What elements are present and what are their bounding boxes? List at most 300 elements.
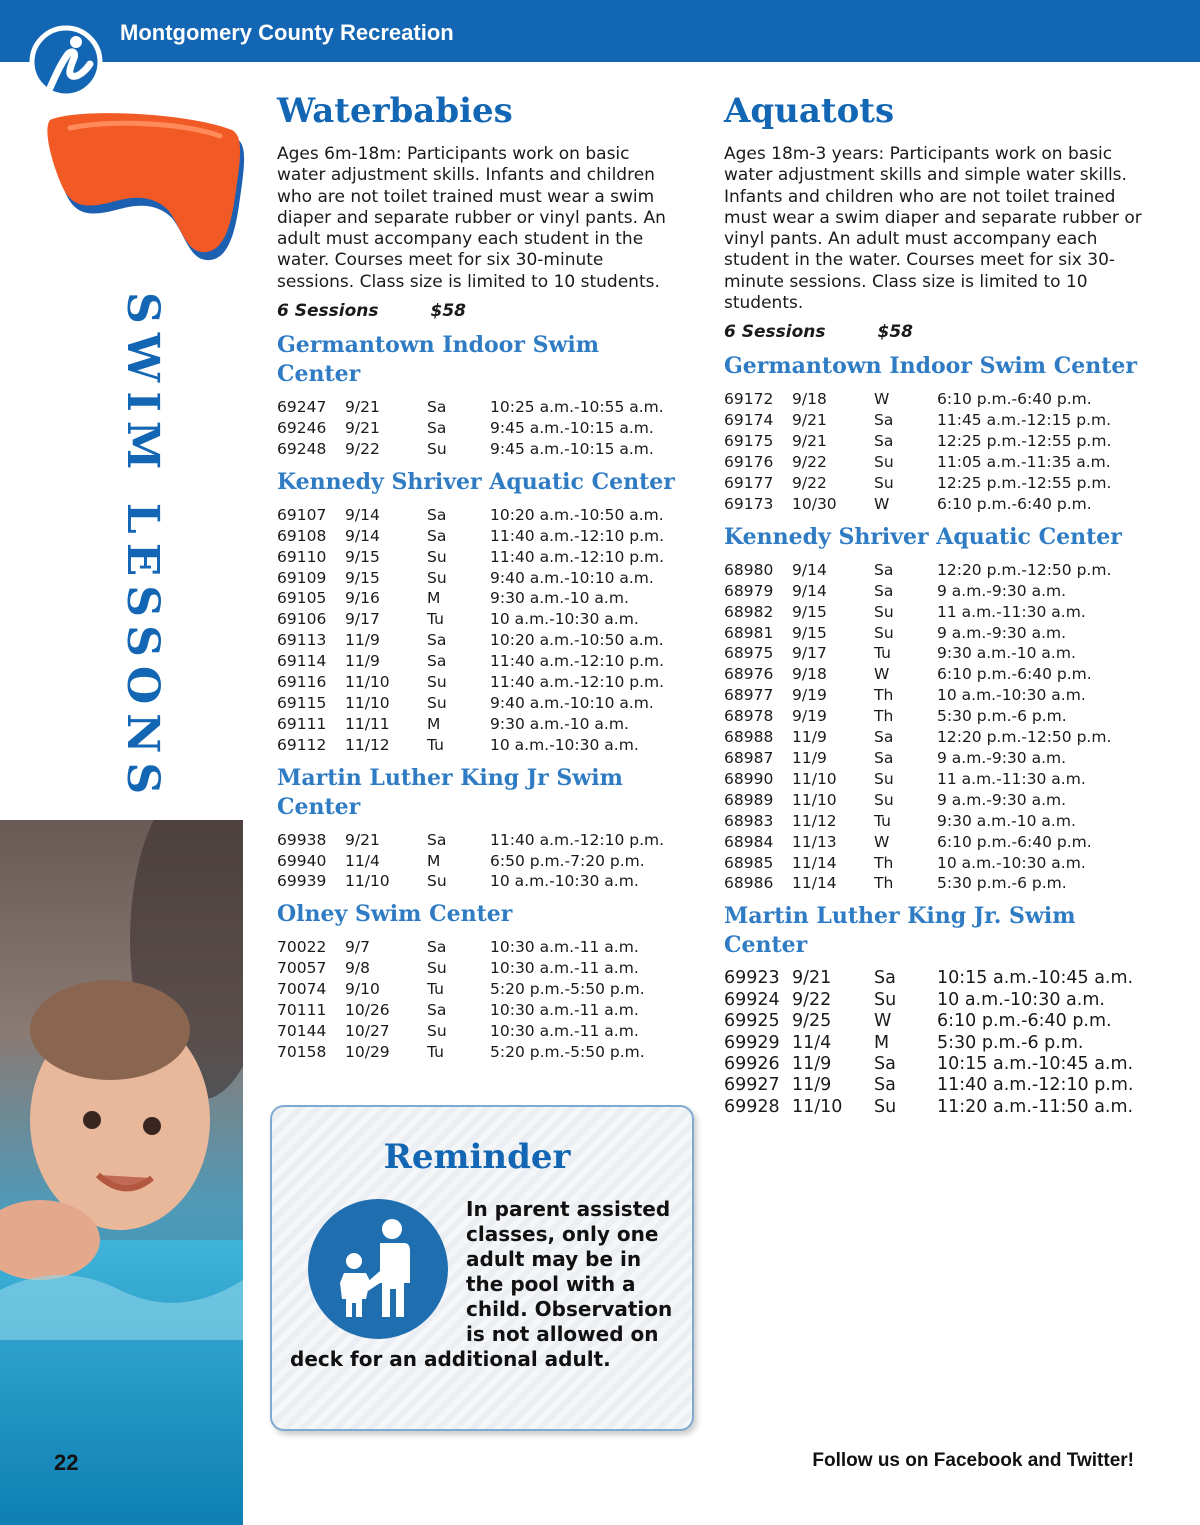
time: 10:30 a.m.-11 a.m. [490, 959, 639, 978]
course-number: 69112 [277, 735, 327, 754]
course-number: 68985 [724, 853, 774, 872]
day: Sa [874, 968, 896, 989]
day: Tu [874, 644, 891, 663]
price-label: $58 [877, 322, 913, 343]
time: 9:30 a.m.-10 a.m. [490, 589, 629, 608]
location-heading: Germantown Indoor Swim Center [277, 332, 600, 388]
start-date: 9/16 [345, 589, 380, 608]
start-date: 11/14 [792, 853, 837, 872]
day: Sa [427, 505, 447, 524]
table-row [724, 873, 1111, 894]
course-number: 69925 [724, 1011, 780, 1032]
time: 5:20 p.m.-5:50 p.m. [490, 1042, 645, 1061]
day: Su [874, 1096, 897, 1117]
aquatots-description: Ages 18m-3 years: Participants work on basic water adjustment skills and simple water skills. Infants and children who are not toilet trained must wear a swim diaper and separate rubber or vinyl pants. An adult must accompany each student in the water. Courses meet for six 30-minute sessions. Class size is limited to 10 students. [724, 144, 1142, 314]
time: 6:10 p.m.-6:40 p.m. [937, 832, 1092, 851]
course-number: 69929 [724, 1032, 780, 1053]
course-number: 68976 [724, 665, 774, 684]
start-date: 9/14 [792, 581, 827, 600]
time: 9 a.m.-9:30 a.m. [937, 581, 1067, 600]
time: 9 a.m.-9:30 a.m. [937, 748, 1067, 767]
day: Tu [427, 610, 444, 629]
start-date: 9/8 [345, 959, 370, 978]
course-number: 69177 [724, 474, 774, 492]
schedule-table [277, 937, 645, 1062]
course-number: 68980 [724, 560, 774, 579]
schedule-table [277, 505, 664, 756]
day: W [874, 832, 890, 851]
schedule-table [277, 830, 664, 893]
time: 9:40 a.m.-10:10 a.m. [490, 568, 654, 587]
table-row [277, 871, 664, 892]
time: 11:40 a.m.-12:10 p.m. [937, 1075, 1134, 1096]
table-row [724, 990, 1133, 1011]
day: Tu [427, 735, 444, 754]
table-row [724, 727, 1111, 748]
waterbabies-section [277, 90, 682, 1063]
course-number: 68990 [724, 769, 774, 788]
day: Su [874, 790, 894, 809]
time: 9:30 a.m.-10 a.m. [937, 811, 1076, 830]
start-date: 9/17 [792, 644, 827, 663]
table-row [277, 588, 664, 609]
table-row [277, 609, 664, 630]
org-name: Montgomery County Recreation [120, 20, 454, 45]
course-number: 69938 [277, 830, 327, 849]
time: 10 a.m.-10:30 a.m. [490, 735, 639, 754]
table-row [724, 664, 1111, 685]
start-date: 10/27 [345, 1022, 390, 1041]
start-date: 9/21 [345, 418, 380, 437]
table-row [277, 958, 645, 979]
course-number: 69175 [724, 432, 774, 451]
time: 10 a.m.-10:30 a.m. [490, 872, 639, 891]
day: Tu [427, 1042, 444, 1061]
day: M [427, 589, 441, 608]
aquatots-price-line [724, 320, 1144, 344]
waterbabies-description: Ages 6m-18m: Participants work on basic water adjustment skills. Infants and children who are not toilet trained must wear a swim diaper and separate rubber or vinyl pants. An adult must accompany each student in the water. Courses meet for six 30-minute sessions. Class size is limited to 10 students. [277, 144, 666, 292]
table-row [277, 672, 664, 693]
day: Sa [874, 748, 894, 767]
course-number: 70158 [277, 1042, 327, 1061]
time: 11:40 a.m.-12:10 p.m. [490, 652, 665, 671]
table-row [277, 1000, 645, 1021]
table-row [724, 706, 1111, 727]
course-number: 69246 [277, 418, 327, 437]
table-row [277, 651, 664, 672]
start-date: 9/18 [792, 665, 827, 684]
table-row [277, 547, 664, 568]
time: 11 a.m.-11:30 a.m. [937, 769, 1086, 788]
table-row [277, 735, 664, 756]
course-number: 69111 [277, 714, 327, 733]
day: Su [874, 769, 894, 788]
recreation-logo-icon [28, 18, 104, 100]
start-date: 9/22 [792, 989, 832, 1010]
table-row [277, 439, 664, 460]
start-date: 11/9 [345, 631, 380, 650]
start-date: 9/14 [792, 560, 827, 579]
schedule-table [724, 560, 1111, 895]
day: Th [874, 853, 894, 872]
day: Th [874, 686, 894, 705]
course-number: 69109 [277, 568, 327, 587]
time: 5:30 p.m.-6 p.m. [937, 707, 1067, 726]
start-date: 10/26 [345, 1001, 390, 1020]
day: Sa [427, 652, 447, 671]
time: 5:20 p.m.-5:50 p.m. [490, 980, 645, 999]
start-date: 11/14 [792, 874, 837, 893]
start-date: 11/10 [792, 769, 837, 788]
start-date: 10/29 [345, 1042, 390, 1061]
location-heading: Martin Luther King Jr. Swim Center [724, 903, 1076, 959]
start-date: 11/11 [345, 714, 390, 733]
day: Sa [874, 432, 894, 451]
table-row [724, 1011, 1133, 1032]
start-date: 9/15 [792, 623, 827, 642]
table-row [724, 832, 1111, 853]
time: 12:20 p.m.-12:50 p.m. [937, 560, 1112, 579]
day: M [427, 714, 441, 733]
day: Sa [427, 830, 447, 849]
course-number: 68988 [724, 728, 774, 747]
time: 12:20 p.m.-12:50 p.m. [937, 728, 1112, 747]
start-date: 9/7 [345, 938, 370, 957]
start-date: 9/15 [345, 547, 380, 566]
time: 6:10 p.m.-6:40 p.m. [937, 665, 1092, 684]
course-number: 68989 [724, 790, 774, 809]
start-date: 9/21 [792, 432, 827, 451]
day: Sa [874, 728, 894, 747]
course-number: 69106 [277, 610, 327, 629]
start-date: 9/19 [792, 686, 827, 705]
reminder-box [270, 1105, 694, 1431]
time: 11:45 a.m.-12:15 p.m. [937, 411, 1112, 430]
price-label: $58 [430, 301, 466, 322]
course-number: 68987 [724, 748, 774, 767]
course-number: 69115 [277, 693, 327, 712]
start-date: 11/9 [345, 652, 380, 671]
footer-social: Follow us on Facebook and Twitter! [812, 1450, 1134, 1471]
day: Sa [427, 398, 447, 417]
table-row [724, 643, 1111, 664]
course-number: 69110 [277, 547, 327, 566]
start-date: 9/21 [345, 830, 380, 849]
course-number: 69113 [277, 631, 327, 650]
start-date: 9/22 [792, 474, 827, 492]
time: 5:30 p.m.-6 p.m. [937, 1032, 1084, 1053]
time: 9 a.m.-9:30 a.m. [937, 623, 1067, 642]
start-date: 11/9 [792, 748, 827, 767]
waterbabies-price-line [277, 299, 682, 323]
table-row [277, 418, 664, 439]
time: 10:20 a.m.-10:50 a.m. [490, 505, 664, 524]
day: Su [874, 623, 894, 642]
time: 10 a.m.-10:30 a.m. [937, 686, 1086, 705]
start-date: 11/9 [792, 1075, 832, 1096]
time: 10 a.m.-10:30 a.m. [490, 610, 639, 629]
table-row [724, 410, 1111, 431]
day: W [874, 665, 890, 684]
time: 5:30 p.m.-6 p.m. [937, 874, 1067, 893]
time: 9:30 a.m.-10 a.m. [490, 714, 629, 733]
day: Sa [427, 631, 447, 650]
start-date: 9/22 [345, 439, 380, 458]
kickboard-image [40, 108, 250, 268]
course-number: 70074 [277, 980, 327, 999]
start-date: 9/17 [345, 610, 380, 629]
table-row [724, 1033, 1133, 1054]
start-date: 11/10 [792, 1096, 843, 1117]
aquatots-locations [724, 352, 1144, 1118]
page-number: 22 [54, 1450, 79, 1475]
table-row [277, 830, 664, 851]
course-number: 69174 [724, 411, 774, 430]
course-number: 68975 [724, 644, 774, 663]
time: 11:40 a.m.-12:10 p.m. [490, 547, 665, 566]
table-row [277, 505, 664, 526]
course-number: 68986 [724, 874, 774, 893]
day: Su [874, 602, 894, 621]
start-date: 11/13 [792, 832, 837, 851]
start-date: 10/30 [792, 494, 837, 513]
start-date: 11/4 [792, 1032, 832, 1053]
day: M [427, 851, 441, 870]
table-row [277, 979, 645, 1000]
location-heading: Olney Swim Center [277, 901, 513, 928]
time: 9 a.m.-9:30 a.m. [937, 790, 1067, 809]
day: Su [427, 693, 447, 712]
time: 9:40 a.m.-10:10 a.m. [490, 693, 654, 712]
day: Su [874, 989, 897, 1010]
course-number: 69108 [277, 526, 327, 545]
table-row [277, 714, 664, 735]
location-heading: Germantown Indoor Swim Center [724, 353, 1137, 380]
day: Su [874, 474, 894, 492]
day: Sa [874, 1053, 896, 1074]
start-date: 11/10 [792, 790, 837, 809]
location-heading: Kennedy Shriver Aquatic Center [277, 468, 675, 495]
time: 11:05 a.m.-11:35 a.m. [937, 453, 1111, 472]
start-date: 11/10 [345, 693, 390, 712]
course-number: 70111 [277, 1001, 327, 1020]
course-number: 69172 [724, 390, 774, 409]
baby-swimming-photo [0, 820, 243, 1525]
time: 9:45 a.m.-10:15 a.m. [490, 418, 654, 437]
day: Su [427, 439, 447, 458]
table-row [724, 431, 1111, 452]
table-row [277, 1042, 645, 1063]
table-row [724, 811, 1111, 832]
course-number: 68981 [724, 623, 774, 642]
table-row [277, 397, 664, 418]
start-date: 9/14 [345, 526, 380, 545]
start-date: 11/10 [345, 673, 390, 692]
course-number: 68977 [724, 686, 774, 705]
day: Su [874, 453, 894, 472]
start-date: 11/4 [345, 851, 380, 870]
day: Sa [427, 1001, 447, 1020]
schedule-table [724, 389, 1111, 514]
reminder-title: Reminder [383, 1137, 571, 1177]
day: Sa [874, 560, 894, 579]
time: 9:45 a.m.-10:15 a.m. [490, 439, 654, 458]
day: Su [427, 872, 447, 891]
course-number: 69173 [724, 494, 774, 513]
table-row [724, 494, 1111, 515]
table-row [724, 769, 1111, 790]
time: 11 a.m.-11:30 a.m. [937, 602, 1086, 621]
location-heading: Martin Luther King Jr Swim Center [277, 764, 623, 820]
table-row [277, 851, 664, 872]
table-row [277, 937, 645, 958]
table-row [724, 452, 1111, 473]
course-number: 69107 [277, 505, 327, 524]
time: 10:25 a.m.-10:55 a.m. [490, 398, 664, 417]
table-row [277, 630, 664, 651]
start-date: 9/10 [345, 980, 380, 999]
table-row [277, 568, 664, 589]
start-date: 11/12 [345, 735, 390, 754]
day: Sa [874, 1075, 896, 1096]
start-date: 9/21 [792, 968, 832, 989]
table-row [724, 853, 1111, 874]
table-row [724, 560, 1111, 581]
course-number: 69924 [724, 989, 780, 1010]
course-number: 70022 [277, 938, 327, 957]
table-row [724, 473, 1111, 494]
start-date: 9/25 [792, 1011, 832, 1032]
day: W [874, 390, 890, 409]
table-row [277, 526, 664, 547]
time: 10:30 a.m.-11 a.m. [490, 1001, 639, 1020]
day: Su [427, 547, 447, 566]
reminder-text-last-line: deck for an additional adult. [290, 1347, 611, 1371]
course-number: 68983 [724, 811, 774, 830]
table-row [724, 1097, 1133, 1118]
course-number: 69926 [724, 1053, 780, 1074]
course-number: 69927 [724, 1075, 780, 1096]
reminder-text: In parent assisted classes, only one adult may be in the pool with a child. Observation is not allowed on [466, 1197, 673, 1346]
table-row [724, 1054, 1133, 1075]
day: Th [874, 707, 894, 726]
start-date: 11/12 [792, 811, 837, 830]
course-number: 68982 [724, 602, 774, 621]
day: Sa [874, 581, 894, 600]
day: Tu [427, 980, 444, 999]
table-row [724, 685, 1111, 706]
table-row [724, 389, 1111, 410]
time: 11:40 a.m.-12:10 p.m. [490, 673, 665, 692]
start-date: 11/9 [792, 728, 827, 747]
aquatots-section [724, 90, 1144, 1118]
time: 6:50 p.m.-7:20 p.m. [490, 851, 645, 870]
day: Tu [874, 811, 891, 830]
course-number: 69940 [277, 851, 327, 870]
start-date: 9/21 [792, 411, 827, 430]
time: 10:30 a.m.-11 a.m. [490, 1022, 639, 1041]
course-number: 69923 [724, 968, 780, 989]
table-row [724, 1075, 1133, 1096]
sessions-label: 6 Sessions [724, 322, 826, 343]
course-number: 69247 [277, 398, 327, 417]
table-row [277, 1021, 645, 1042]
table-row [277, 693, 664, 714]
start-date: 9/15 [345, 568, 380, 587]
waterbabies-title: Waterbabies [277, 91, 513, 131]
start-date: 9/15 [792, 602, 827, 621]
time: 10:20 a.m.-10:50 a.m. [490, 631, 664, 650]
time: 6:10 p.m.-6:40 p.m. [937, 494, 1092, 513]
course-number: 69105 [277, 589, 327, 608]
course-number: 68984 [724, 832, 774, 851]
time: 6:10 p.m.-6:40 p.m. [937, 390, 1092, 409]
day: Su [427, 959, 447, 978]
table-row [724, 790, 1111, 811]
table-row [724, 748, 1111, 769]
time: 10 a.m.-10:30 a.m. [937, 989, 1105, 1010]
day: Sa [427, 418, 447, 437]
parent-child-icon [308, 1199, 448, 1339]
time: 10:30 a.m.-11 a.m. [490, 938, 639, 957]
time: 10:15 a.m.-10:45 a.m. [937, 968, 1134, 989]
course-number: 69176 [724, 453, 774, 472]
time: 12:25 p.m.-12:55 p.m. [937, 432, 1112, 451]
sessions-label: 6 Sessions [277, 301, 379, 322]
day: M [874, 1032, 890, 1053]
course-number: 69114 [277, 652, 327, 671]
table-row [724, 968, 1133, 989]
time: 9:30 a.m.-10 a.m. [937, 644, 1076, 663]
day: Sa [427, 938, 447, 957]
course-number: 69116 [277, 673, 327, 692]
day: W [874, 494, 890, 513]
start-date: 9/14 [345, 505, 380, 524]
time: 11:40 a.m.-12:10 p.m. [490, 526, 665, 545]
start-date: 9/18 [792, 390, 827, 409]
course-number: 68979 [724, 581, 774, 600]
table-row [724, 581, 1111, 602]
day: Su [427, 568, 447, 587]
time: 12:25 p.m.-12:55 p.m. [937, 474, 1112, 492]
time: 6:10 p.m.-6:40 p.m. [937, 1011, 1112, 1032]
course-number: 70144 [277, 1022, 327, 1041]
start-date: 9/22 [792, 453, 827, 472]
start-date: 9/21 [345, 398, 380, 417]
schedule-table [724, 968, 1133, 1118]
day: Sa [874, 411, 894, 430]
course-number: 68978 [724, 707, 774, 726]
course-number: 69939 [277, 872, 327, 891]
time: 11:20 a.m.-11:50 a.m. [937, 1096, 1134, 1117]
start-date: 9/19 [792, 707, 827, 726]
table-row [724, 602, 1111, 623]
time: 10:15 a.m.-10:45 a.m. [937, 1053, 1134, 1074]
table-row [724, 623, 1111, 644]
start-date: 11/10 [345, 872, 390, 891]
course-number: 69928 [724, 1096, 780, 1117]
section-title-vertical: SWIM LESSONS [117, 292, 168, 804]
location-heading: Kennedy Shriver Aquatic Center [724, 523, 1122, 550]
start-date: 11/9 [792, 1053, 832, 1074]
time: 10 a.m.-10:30 a.m. [937, 853, 1086, 872]
day: Su [427, 673, 447, 692]
aquatots-title: Aquatots [724, 91, 895, 131]
day: Th [874, 874, 894, 893]
schedule-table [277, 397, 664, 460]
time: 11:40 a.m.-12:10 p.m. [490, 830, 665, 849]
course-number: 70057 [277, 959, 327, 978]
